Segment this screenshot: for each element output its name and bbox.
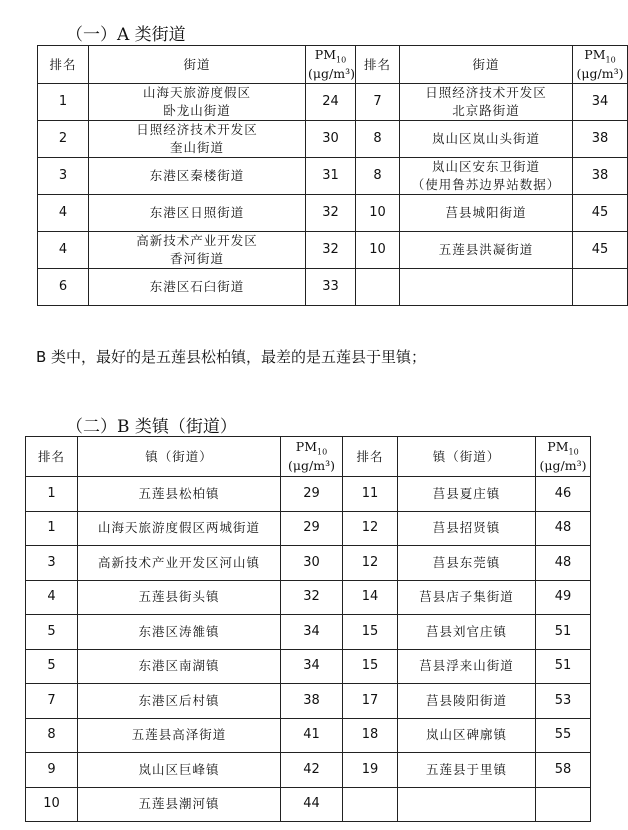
header-town: 镇（街道） <box>78 437 281 477</box>
name-cell: 五莲县街头镇 <box>78 580 281 615</box>
rank-cell: 14 <box>343 580 398 615</box>
table-row <box>26 684 591 719</box>
pm10-cell: 29 <box>281 477 343 512</box>
table-row <box>38 232 628 269</box>
rank-cell: 6 <box>38 269 89 306</box>
table-row <box>26 753 591 788</box>
pm10-cell: 24 <box>306 84 356 121</box>
name-cell: 五莲县于里镇 <box>398 753 536 788</box>
rank-cell: 15 <box>343 615 398 650</box>
rank-cell <box>356 269 400 306</box>
table-row <box>26 649 591 684</box>
table-row <box>26 546 591 581</box>
name-cell: 东港区后村镇 <box>78 684 281 719</box>
rank-cell: 10 <box>356 195 400 232</box>
header-street: 街道 <box>89 46 306 84</box>
pm10-cell: 30 <box>306 121 356 158</box>
pm10-cell: 33 <box>306 269 356 306</box>
header-pm10: $PM_{10}$ (μg/m³) <box>536 437 591 477</box>
rank-cell: 4 <box>26 580 78 615</box>
header-rank: 排名 <box>26 437 78 477</box>
pm10-cell: 53 <box>536 684 591 719</box>
pm10-cell: 38 <box>573 121 628 158</box>
name-cell: 莒县浮来山街道 <box>398 649 536 684</box>
pm10-cell: 31 <box>306 158 356 195</box>
name-cell: 莒县店子集街道 <box>398 580 536 615</box>
section-b-title: （二）B 类镇（街道） <box>66 417 237 437</box>
pm10-cell: 32 <box>306 195 356 232</box>
pm10-cell: 41 <box>281 718 343 753</box>
name-cell: 五莲县高泽街道 <box>78 718 281 753</box>
rank-cell: 1 <box>38 84 89 121</box>
table-b-body <box>26 477 591 822</box>
rank-cell: 12 <box>343 546 398 581</box>
header-town: 镇（街道） <box>398 437 536 477</box>
rank-cell: 8 <box>356 158 400 195</box>
pm10-cell: 32 <box>306 232 356 269</box>
name-cell <box>398 787 536 822</box>
pm10-cell: 44 <box>281 787 343 822</box>
rank-cell: 5 <box>26 615 78 650</box>
pm10-cell: 48 <box>536 511 591 546</box>
name-cell: 莒县城阳街道 <box>400 195 573 232</box>
name-cell: 山海天旅游度假区两城街道 <box>78 511 281 546</box>
rank-cell: 9 <box>26 753 78 788</box>
pm10-cell: 29 <box>281 511 343 546</box>
rank-cell: 7 <box>26 684 78 719</box>
rank-cell: 8 <box>26 718 78 753</box>
table-row <box>26 580 591 615</box>
pm10-cell: 46 <box>536 477 591 512</box>
rank-cell: 4 <box>38 195 89 232</box>
pm10-cell: 34 <box>573 84 628 121</box>
pm10-cell: 32 <box>281 580 343 615</box>
pm10-cell <box>573 269 628 306</box>
table-row <box>38 158 628 195</box>
pm10-cell: 51 <box>536 615 591 650</box>
name-cell: 岚山区巨峰镇 <box>78 753 281 788</box>
pm10-cell: 38 <box>573 158 628 195</box>
header-pm10: $PM_{10}$ (μg/m³) <box>573 46 628 84</box>
table-row <box>26 615 591 650</box>
name-cell: 东港区日照街道 <box>89 195 306 232</box>
header-rank: 排名 <box>343 437 398 477</box>
header-street: 街道 <box>400 46 573 84</box>
name-cell: 五莲县潮河镇 <box>78 787 281 822</box>
pm10-cell: 49 <box>536 580 591 615</box>
table-row <box>38 121 628 158</box>
name-cell: 莒县招贤镇 <box>398 511 536 546</box>
name-cell: 岚山区安东卫街道 （使用鲁苏边界站数据） <box>400 158 573 195</box>
name-cell: 岚山区岚山头街道 <box>400 121 573 158</box>
pm10-cell: 38 <box>281 684 343 719</box>
pm10-cell: 34 <box>281 649 343 684</box>
pm10-cell: 58 <box>536 753 591 788</box>
name-cell: 莒县东莞镇 <box>398 546 536 581</box>
pm10-cell: 55 <box>536 718 591 753</box>
table-row <box>26 787 591 822</box>
name-cell: 东港区涛雒镇 <box>78 615 281 650</box>
name-cell: 莒县夏庄镇 <box>398 477 536 512</box>
name-cell: 莒县刘官庄镇 <box>398 615 536 650</box>
rank-cell: 3 <box>26 546 78 581</box>
header-pm10: $PM_{10}$ (μg/m³) <box>281 437 343 477</box>
name-cell: 莒县陵阳街道 <box>398 684 536 719</box>
name-cell: 岚山区碑廓镇 <box>398 718 536 753</box>
table-row <box>38 84 628 121</box>
rank-cell: 11 <box>343 477 398 512</box>
pm10-cell: 30 <box>281 546 343 581</box>
rank-cell: 19 <box>343 753 398 788</box>
name-cell: 五莲县松柏镇 <box>78 477 281 512</box>
header-pm10: $PM_{10}$ (μg/m³) <box>306 46 356 84</box>
rank-cell: 1 <box>26 477 78 512</box>
pm10-cell: 51 <box>536 649 591 684</box>
table-a-body <box>38 84 628 306</box>
table-a-streets <box>37 45 628 306</box>
summary-paragraph: B 类中，最好的是五莲县松柏镇，最差的是五莲县于里镇； <box>36 348 427 366</box>
rank-cell: 4 <box>38 232 89 269</box>
name-cell: 东港区秦楼街道 <box>89 158 306 195</box>
section-a-title: （一）A 类街道 <box>66 25 186 45</box>
name-cell: 日照经济技术开发区 北京路街道 <box>400 84 573 121</box>
rank-cell: 8 <box>356 121 400 158</box>
name-cell: 东港区石臼街道 <box>89 269 306 306</box>
pm10-cell: 42 <box>281 753 343 788</box>
pm10-cell: 45 <box>573 195 628 232</box>
rank-cell: 7 <box>356 84 400 121</box>
rank-cell <box>343 787 398 822</box>
table-row <box>38 195 628 232</box>
rank-cell: 10 <box>26 787 78 822</box>
pm10-cell: 48 <box>536 546 591 581</box>
table-row <box>26 718 591 753</box>
name-cell: 山海天旅游度假区 卧龙山街道 <box>89 84 306 121</box>
table-a-header-row <box>38 46 628 84</box>
rank-cell: 2 <box>38 121 89 158</box>
rank-cell: 12 <box>343 511 398 546</box>
rank-cell: 10 <box>356 232 400 269</box>
table-row <box>26 511 591 546</box>
pm10-cell <box>536 787 591 822</box>
header-rank: 排名 <box>356 46 400 84</box>
rank-cell: 17 <box>343 684 398 719</box>
name-cell: 东港区南湖镇 <box>78 649 281 684</box>
pm10-cell: 34 <box>281 615 343 650</box>
table-row <box>38 269 628 306</box>
header-rank: 排名 <box>38 46 89 84</box>
rank-cell: 3 <box>38 158 89 195</box>
table-b-header-row <box>26 437 591 477</box>
table-row <box>26 477 591 512</box>
name-cell: 日照经济技术开发区 奎山街道 <box>89 121 306 158</box>
rank-cell: 1 <box>26 511 78 546</box>
name-cell: 高新技术产业开发区河山镇 <box>78 546 281 581</box>
table-b-towns <box>25 436 591 822</box>
rank-cell: 15 <box>343 649 398 684</box>
rank-cell: 18 <box>343 718 398 753</box>
name-cell: 高新技术产业开发区 香河街道 <box>89 232 306 269</box>
pm10-cell: 45 <box>573 232 628 269</box>
name-cell: 五莲县洪凝街道 <box>400 232 573 269</box>
name-cell <box>400 269 573 306</box>
rank-cell: 5 <box>26 649 78 684</box>
